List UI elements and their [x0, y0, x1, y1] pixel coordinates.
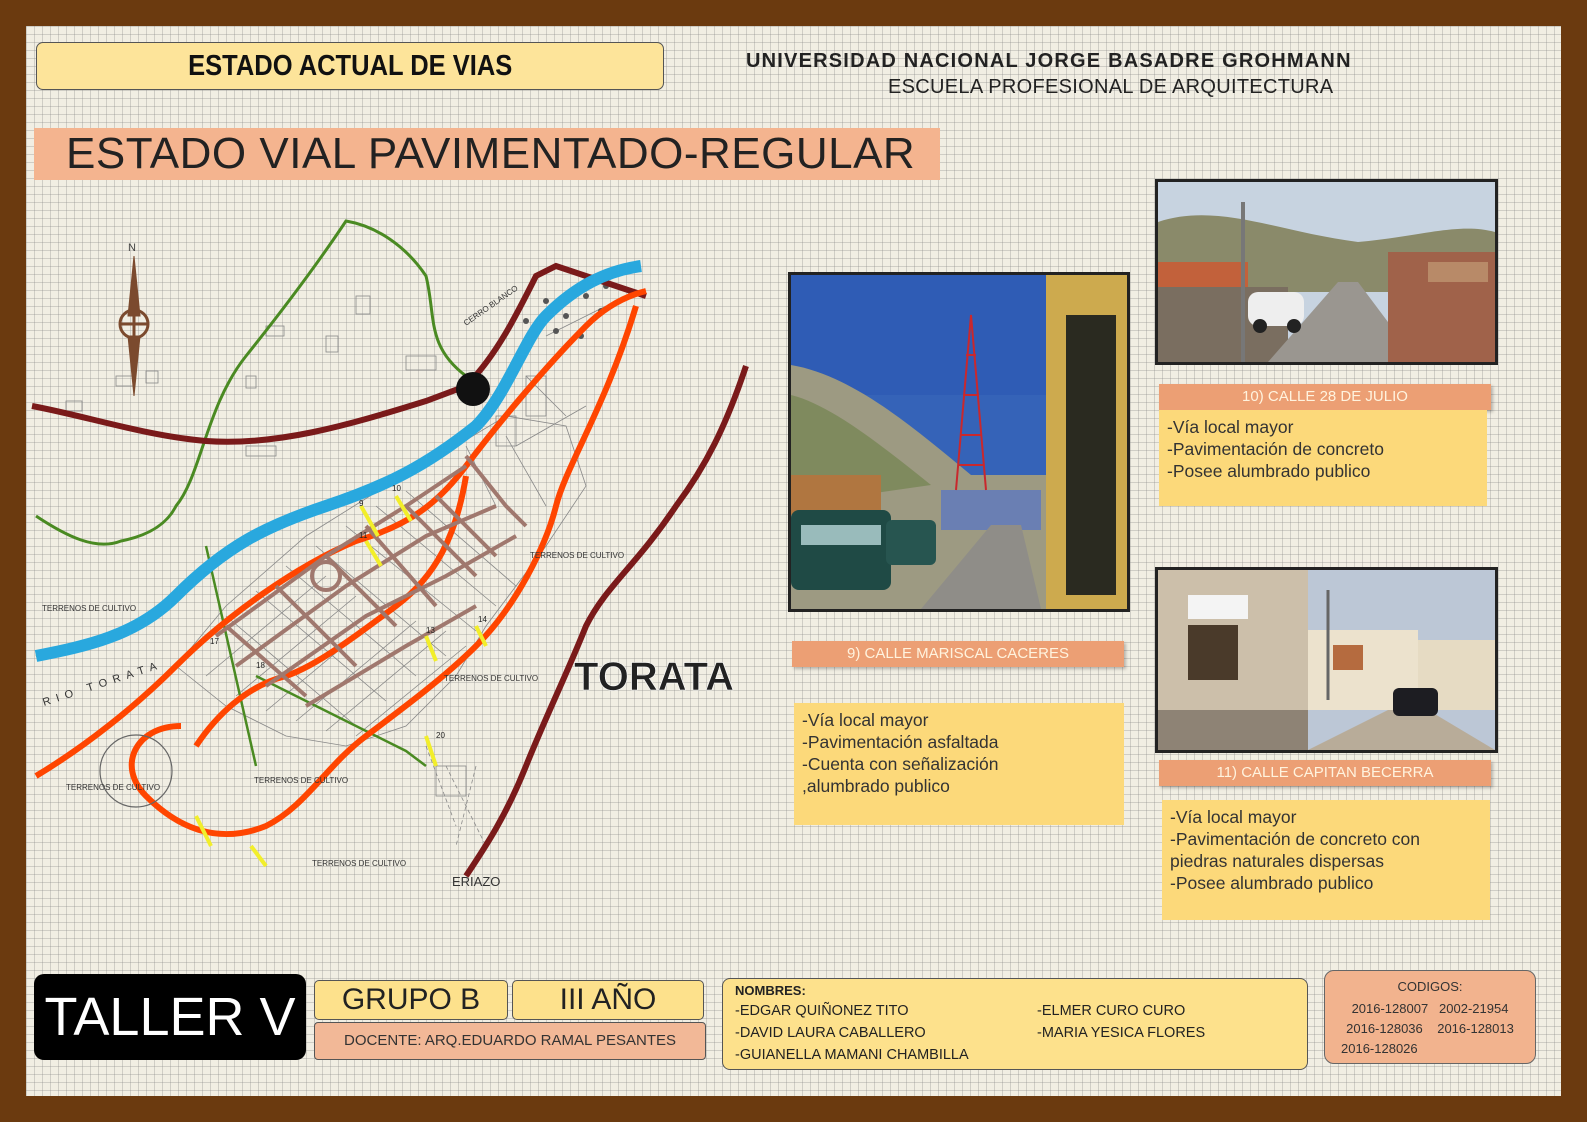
name-5: -MARIA YESICA FLORES [1037, 1025, 1206, 1041]
name-2: -DAVID LAURA CABALLERO [735, 1025, 926, 1041]
notes-calle-mariscal-caceres: -Vía local mayor -Pavimentación asfaltada -Cuenta con señalización ,alumbrado publico [794, 703, 1124, 825]
north-arrow-icon [120, 242, 148, 396]
label-calle-mariscal-caceres: 9) CALLE MARISCAL CACERES [792, 641, 1124, 667]
marker-11: 11 [359, 531, 368, 540]
torata-map [26, 206, 766, 886]
name-4: -ELMER CURO CURO [1037, 1003, 1186, 1019]
label-calle-28-de-julio: 10) CALLE 28 DE JULIO [1159, 384, 1491, 410]
grupo-label: GRUPO B [314, 980, 508, 1020]
university-name: UNIVERSIDAD NACIONAL JORGE BASADRE GROHMANN [746, 50, 1352, 72]
names-title: NOMBRES: [735, 983, 806, 998]
notes-calle-28-de-julio: -Vía local mayor -Pavimentación de concreto -Posee alumbrado publico [1159, 410, 1487, 506]
sheet [26, 26, 1561, 1096]
photo-calle-28-de-julio [1155, 179, 1498, 365]
photo-calle-capitan-becerra [1155, 567, 1498, 753]
label-calle-capitan-becerra: 11) CALLE CAPITAN BECERRA [1159, 760, 1491, 786]
eriazo-label: ERIAZO [452, 874, 501, 886]
cultivo-label-6: TERRENOS DE CULTIVO [312, 859, 407, 868]
marker-14: 14 [478, 615, 487, 624]
river-label: RIO TORATA [41, 658, 165, 709]
svg-text:N: N [128, 242, 136, 254]
photo-calle-mariscal-caceres [788, 272, 1130, 612]
code-row-2: 2016-128036 2016-128013 [1346, 1021, 1514, 1036]
docente-label: DOCENTE: ARQ.EDUARDO RAMAL PESANTES [314, 1022, 706, 1060]
name-1: -EDGAR QUIÑONEZ TITO [735, 1003, 909, 1019]
codes-title: CODIGOS: [1397, 979, 1463, 994]
highway-road [32, 266, 646, 442]
marker-17: 17 [210, 637, 219, 646]
cultivo-label-3: TERRENOS DE CULTIVO [444, 674, 539, 683]
taller-badge: TALLER V [34, 974, 306, 1060]
school-name: ESCUELA PROFESIONAL DE ARQUITECTURA [888, 76, 1334, 98]
cultivo-label-4: TERRENOS DE CULTIVO [66, 783, 161, 792]
code-row-3: 2016-128026 [1341, 1041, 1418, 1056]
marker-13: 13 [426, 626, 435, 635]
marker-10: 10 [392, 484, 401, 493]
cultivo-label-1: TERRENOS DE CULTIVO [42, 604, 137, 613]
notes-calle-capitan-becerra: -Vía local mayor -Pavimentación de concreto con piedras naturales dispersas -Posee alumbrado publico [1162, 800, 1490, 920]
marker-18: 18 [256, 661, 265, 670]
cerro-label: CERRO BLANCO [461, 283, 520, 328]
page-title: ESTADO ACTUAL DE VIAS [36, 42, 664, 90]
cultivo-label-5: TERRENOS DE CULTIVO [254, 776, 349, 785]
boundary-line [36, 221, 466, 544]
cultivo-label-2: TERRENOS DE CULTIVO [530, 551, 625, 560]
code-row-1: 2016-128007 2002-21954 [1351, 1001, 1509, 1016]
marker-20: 20 [436, 731, 445, 740]
marker-9: 9 [359, 499, 364, 508]
codes-box [1324, 970, 1536, 1064]
section-subtitle: ESTADO VIAL PAVIMENTADO-REGULAR [34, 128, 940, 180]
town-label: TORATA [574, 655, 734, 699]
names-box [722, 978, 1308, 1070]
anio-label: III AÑO [512, 980, 704, 1020]
name-3: -GUIANELLA MAMANI CHAMBILLA [735, 1047, 969, 1063]
